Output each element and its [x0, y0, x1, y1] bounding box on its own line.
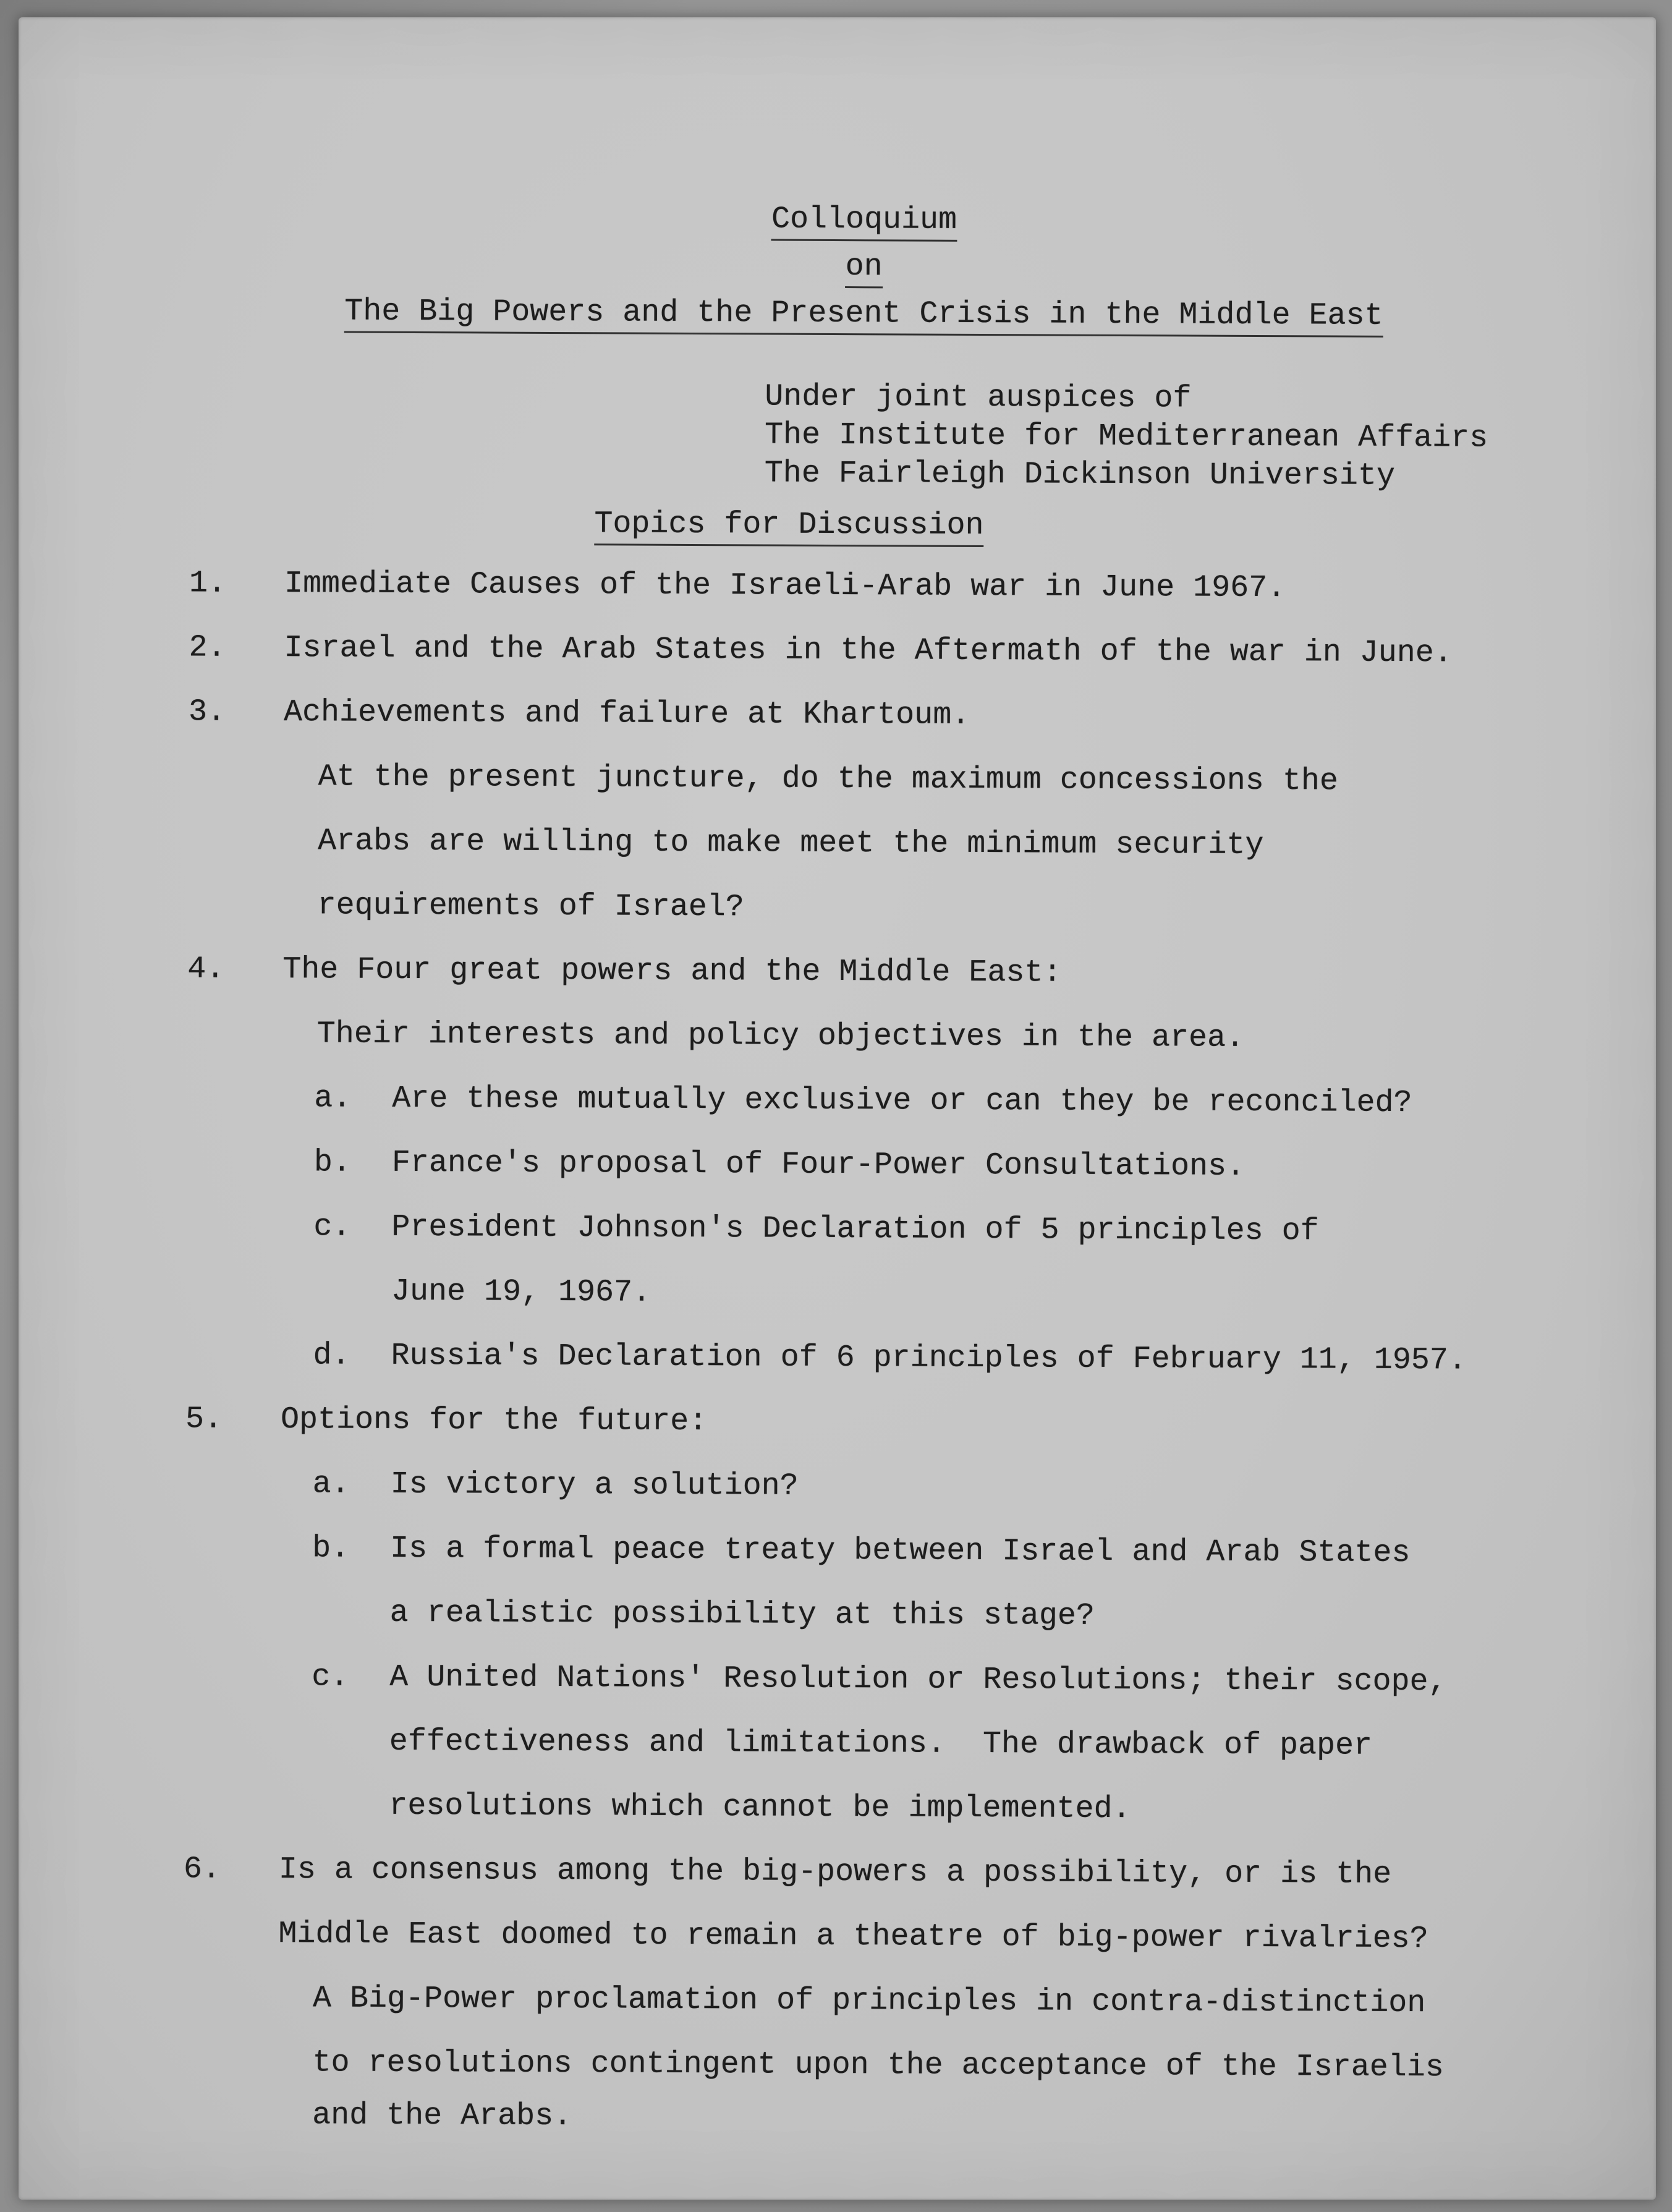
sub-item-body [390, 1453, 1532, 1522]
sub-item-body [391, 1196, 1534, 1329]
paragraph-line: At the present juncture, do the maximum concessions the [318, 759, 1339, 799]
sub-item-4a [314, 1066, 1534, 1136]
header-line [190, 287, 1537, 341]
topics-heading [594, 501, 1536, 551]
auspices-line: The Institute for Mediterranean Affairs [764, 417, 1488, 456]
sub-item-line: resolutions which cannot be implemented. [389, 1788, 1131, 1827]
document-content [9, 14, 1656, 2203]
item-number: 3. [188, 694, 226, 730]
item-number: 6. [183, 1852, 221, 1887]
colloquium-title: Colloquium [771, 202, 957, 242]
sub-item-letter: b. [313, 1145, 352, 1181]
item-text-line: Achievements and failure at Khartoum. [283, 695, 970, 733]
item-body [278, 1838, 1530, 2141]
sub-item-letter: d. [313, 1338, 350, 1374]
item-body [284, 616, 1535, 686]
topic-item-2 [189, 616, 1535, 686]
sub-item-letter: c. [312, 1659, 349, 1695]
topics-list [182, 551, 1536, 2140]
sub-item-line: Are these mutually exclusive or can they be reconciled? [392, 1081, 1412, 1121]
header-line [190, 194, 1537, 247]
sub-item-letter: a. [314, 1081, 352, 1117]
sub-item-line: effectiveness and limitations. The drawback of paper [389, 1724, 1373, 1764]
sub-item-line: Russia's Declaration of 6 principles of February 11, 1957. [391, 1338, 1467, 1379]
item-body [282, 681, 1535, 943]
paragraph-line: requirements of Israel? [317, 888, 744, 925]
item-number: 2. [189, 630, 226, 666]
topic-item-1 [189, 551, 1536, 622]
document-header [190, 194, 1538, 341]
sub-item-body [392, 1067, 1534, 1136]
sub-item-line: France's proposal of Four-Power Consultations. [391, 1145, 1246, 1185]
sub-item-5b [312, 1516, 1532, 1651]
topics-heading-text: Topics for Discussion [594, 506, 983, 547]
title-connector: on [846, 249, 883, 288]
item-body [281, 938, 1534, 1393]
item-text-line: Immediate Causes of the Israeli-Arab war in June 1967. [284, 566, 1286, 606]
main-title: The Big Powers and the Present Crisis in the Middle East [344, 294, 1383, 338]
item-number: 1. [189, 566, 227, 602]
item-paragraph [317, 1002, 1534, 1072]
topic-item-4 [185, 937, 1534, 1393]
sub-item-line: a realistic possibility at this stage? [389, 1595, 1095, 1634]
item-paragraph [317, 745, 1535, 943]
paragraph-line: to resolutions contingent upon the acceptance of the Israelis [312, 2045, 1444, 2086]
topic-item-3 [187, 680, 1535, 943]
sub-item-letter: a. [312, 1466, 350, 1502]
auspices-line: The Fairleigh Dickinson University [764, 456, 1396, 494]
item-body [279, 1388, 1532, 1844]
sub-item-body [392, 1131, 1534, 1201]
item-text-line: Middle East doomed to remain a theatre of big-power rivalries? [278, 1916, 1428, 1957]
sub-item-line: A United Nations' Resolution or Resolutions; their scope, [389, 1659, 1447, 1700]
sub-item-4d [313, 1324, 1532, 1393]
topic-item-5 [184, 1387, 1532, 1844]
sub-item-4b [314, 1131, 1534, 1201]
paragraph-line: and the Arabs. [312, 2098, 572, 2135]
item-paragraph [312, 1967, 1530, 2141]
sub-item-letter: b. [312, 1531, 350, 1567]
sub-item-line: President Johnson's Declaration of 5 principles of [391, 1209, 1319, 1249]
topic-item-6 [182, 1837, 1530, 2141]
header-line [190, 240, 1537, 294]
paragraph-line: Their interests and policy objectives in the area. [316, 1016, 1245, 1056]
item-text-line: The Four great powers and the Middle East: [282, 952, 1062, 991]
item-text-line: Israel and the Arab States in the Aftermath of the war in June. [284, 631, 1453, 671]
sub-item-body [390, 1517, 1532, 1651]
sub-item-line: Is victory a solution? [390, 1466, 799, 1504]
sub-item-5a [312, 1452, 1532, 1522]
sub-item-body [391, 1324, 1532, 1393]
auspices-block [765, 378, 1537, 496]
item-number: 4. [187, 951, 225, 987]
sub-item-line: Is a formal peace treaty between Israel and Arab States [390, 1531, 1411, 1572]
sub-item-letter: c. [313, 1209, 351, 1245]
sub-item-5c [311, 1645, 1531, 1844]
item-body [284, 552, 1536, 622]
paragraph-line: Arabs are willing to make meet the minimum security [318, 823, 1264, 864]
scanned-document-page [19, 17, 1656, 2200]
item-text-line: Options for the future: [280, 1402, 708, 1440]
paragraph-line: A Big-Power proclamation of principles in contra-distinction [312, 1981, 1426, 2022]
item-number: 5. [185, 1402, 223, 1437]
sub-item-line: June 19, 1967. [391, 1274, 651, 1311]
item-text-line: Is a consensus among the big-powers a possibility, or is the [278, 1852, 1392, 1892]
sub-item-body [389, 1646, 1531, 1844]
auspices-line: Under joint auspices of [765, 379, 1192, 417]
sub-item-4c [313, 1195, 1534, 1329]
